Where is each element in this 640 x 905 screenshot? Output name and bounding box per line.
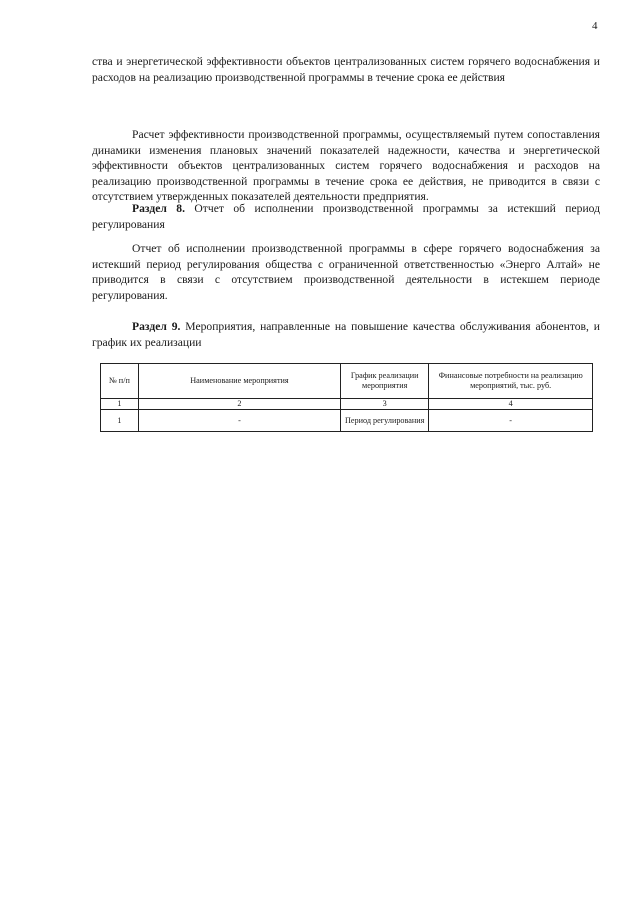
column-number: 1 — [101, 399, 139, 410]
section-9-title: Мероприятия, направленные на повышение качества обслуживания абонентов, и график их реализации — [92, 320, 600, 349]
header-measure-name: Наименование мероприятия — [138, 364, 340, 399]
cell-schedule: Период регулирования — [341, 410, 429, 432]
section-8-heading — [92, 201, 600, 232]
column-number: 4 — [429, 399, 593, 410]
section-9-heading — [92, 319, 600, 350]
header-schedule: График реализации мероприятия — [341, 364, 429, 399]
table-row — [101, 410, 593, 432]
paragraph-execution-report: Отчет об исполнении производственной программы в сфере горячего водоснабжения за истекший период регулирования общества с ограниченной ответственностью «Энерго Алтай» не приводится в связи с отсутствием производственной деятельности в истекшем периоде регулирования. — [92, 242, 600, 302]
section-8-label: Раздел 8. — [132, 202, 185, 215]
section-9-label: Раздел 9. — [132, 320, 181, 333]
column-number: 2 — [138, 399, 340, 410]
measures-table — [100, 363, 593, 432]
header-number: № п/п — [101, 364, 139, 399]
column-number: 3 — [341, 399, 429, 410]
paragraph-efficiency-calculation: Расчет эффективности производственной программы, осуществляемый путем сопоставления динамики изменения плановых значений показателей надежности, качества и энергетической эффективности объектов централизованных систем горячего водоснабжения и расходов на реализацию производственной программы в течение срока ее действия, не приводится в связи с отсутствием утвержденных показателей деятельности предприятия. — [92, 128, 600, 203]
table-header-row — [101, 364, 593, 399]
cell-number: 1 — [101, 410, 139, 432]
header-financial-needs: Финансовые потребности на реализацию мероприятий, тыс. руб. — [429, 364, 593, 399]
paragraph-continuation: ства и энергетической эффективности объектов централизованных систем горячего водоснабжения и расходов на реализацию производственной программы в течение срока ее действия — [92, 55, 600, 84]
cell-financial-needs: - — [429, 410, 593, 432]
page-number: 4 — [592, 20, 598, 32]
cell-measure-name: - — [138, 410, 340, 432]
column-number-row — [101, 399, 593, 410]
section-8-title: Отчет об исполнении производственной программы за истекший период регулирования — [92, 202, 601, 231]
